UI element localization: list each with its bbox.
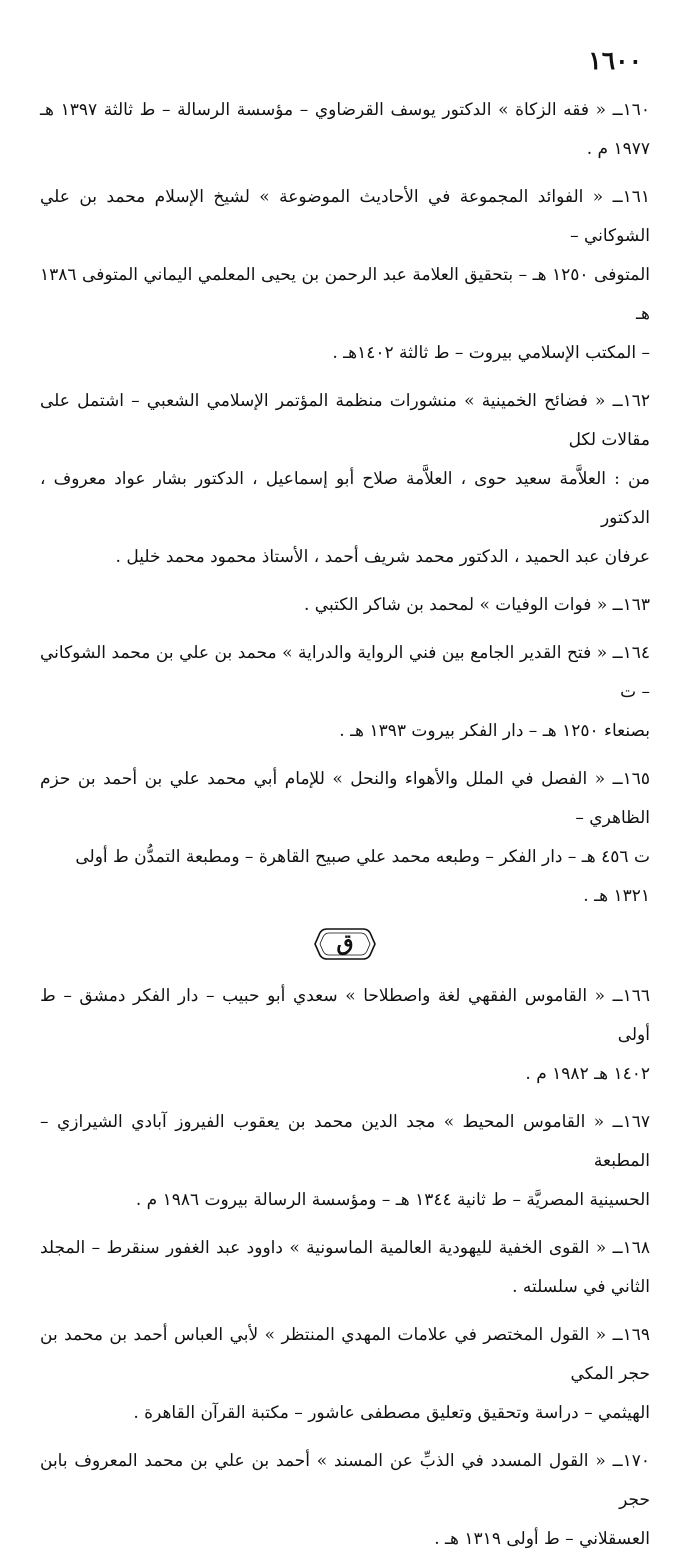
entry-line: ١٦٣ــ « فوات الوفيات » لمحمد بن شاكر الكتبي . <box>304 595 650 615</box>
section-marker <box>40 925 650 963</box>
bibliography-entry <box>40 1103 650 1220</box>
bibliography-entry <box>40 634 650 751</box>
entry-line: ١٧٠ــ « القول المسدد في الذبِّ عن المسند » أحمد بن علي بن محمد المعروف بابن حجر <box>40 1451 650 1510</box>
bibliography-list-part-2 <box>40 977 650 1559</box>
entry-line: بصنعاء ١٢٥٠ هـ – دار الفكر بيروت ١٣٩٣ هـ . <box>339 721 650 741</box>
entry-line: من : العلاَّمة سعيد حوى ، العلاَّمة صلاح أبو إسماعيل ، الدكتور بشار عواد معروف ، الدكتور <box>40 469 650 528</box>
bibliography-list-part-1 <box>40 91 650 916</box>
bibliography-entry <box>40 382 650 577</box>
entry-line: المتوفى ١٢٥٠ هـ – بتحقيق العلامة عبد الرحمن بن يحيى المعلمي اليماني المتوفى ١٣٨٦ هـ <box>40 265 650 324</box>
entry-line: الهيثمي – دراسة وتحقيق وتعليق مصطفى عاشور – مكتبة القرآن القاهرة . <box>133 1403 650 1423</box>
section-ornament-frame <box>313 925 377 963</box>
entry-line: ١٦٩ــ « القول المختصر في علامات المهدي المنتظر » لأبي العباس أحمد بن محمد بن حجر المكي <box>40 1325 650 1384</box>
entry-line: ١٦٦ــ « القاموس الفقهي لغة واصطلاحا » سعدي أبو حبيب – دار الفكر دمشق – ط أولى <box>40 986 650 1045</box>
bibliography-entry <box>40 91 650 169</box>
entry-line: العسقلاني – ط أولى ١٣١٩ هـ . <box>434 1529 650 1549</box>
entry-line: ١٦٠ــ « فقه الزكاة » الدكتور يوسف القرضاوي – مؤسسة الرسالة – ط ثالثة ١٣٩٧ هـ ١٩٧٧ م . <box>40 100 650 159</box>
bibliography-entry <box>40 1442 650 1559</box>
entry-line: – المكتب الإسلامي بيروت – ط ثالثة ١٤٠٢هـ . <box>332 343 650 363</box>
section-letter: ق <box>336 930 354 956</box>
entry-line: ١٦٤ــ « فتح القدير الجامع بين فني الرواية والدراية » محمد بن علي بن محمد الشوكاني – ت <box>40 643 650 702</box>
entry-line: ١٦١ــ « الفوائد المجموعة في الأحاديث الموضوعة » لشيخ الإسلام محمد بن علي الشوكاني – <box>40 187 650 246</box>
entry-line: ت ٤٥٦ هـ – دار الفكر – وطبعه محمد علي صبيح القاهرة – ومطبعة التمدُّن ط أولى <box>75 847 650 867</box>
entry-line: ١٦٨ــ « القوى الخفية لليهودية العالمية الماسونية » داوود عبد الغفور سنقرط – المجلد الثاني في سلسلته . <box>40 1238 650 1297</box>
bibliography-entry <box>40 977 650 1094</box>
entry-line: عرفان عبد الحميد ، الدكتور محمد شريف أحمد ، الأستاذ محمود محمد خليل . <box>115 547 650 567</box>
bibliography-entry <box>40 1316 650 1433</box>
entry-line: ١٤٠٢ هـ ١٩٨٢ م . <box>525 1064 650 1084</box>
entry-line: ١٦٢ــ « فضائح الخمينية » منشورات منظمة المؤتمر الإسلامي الشعبي – اشتمل على مقالات لكل <box>40 391 650 450</box>
entry-line: ١٣٢١ هـ . <box>583 886 650 906</box>
bibliography-entry <box>40 1229 650 1307</box>
bibliography-entry <box>40 178 650 373</box>
bibliography-entry <box>40 586 650 625</box>
page-number: ١٦٠٠ <box>588 46 642 75</box>
entry-line: ١٦٥ــ « الفصل في الملل والأهواء والنحل » للإمام أبي محمد علي بن أحمد بن حزم الظاهري – <box>40 769 650 828</box>
entry-line: الحسينية المصريَّة – ط ثانية ١٣٤٤ هـ – ومؤسسة الرسالة بيروت ١٩٨٦ م . <box>135 1190 650 1210</box>
entry-line: ١٦٧ــ « القاموس المحيط » مجد الدين محمد بن يعقوب الفيروز آبادي الشيرازي – المطبعة <box>40 1112 650 1171</box>
bibliography-entry <box>40 760 650 916</box>
